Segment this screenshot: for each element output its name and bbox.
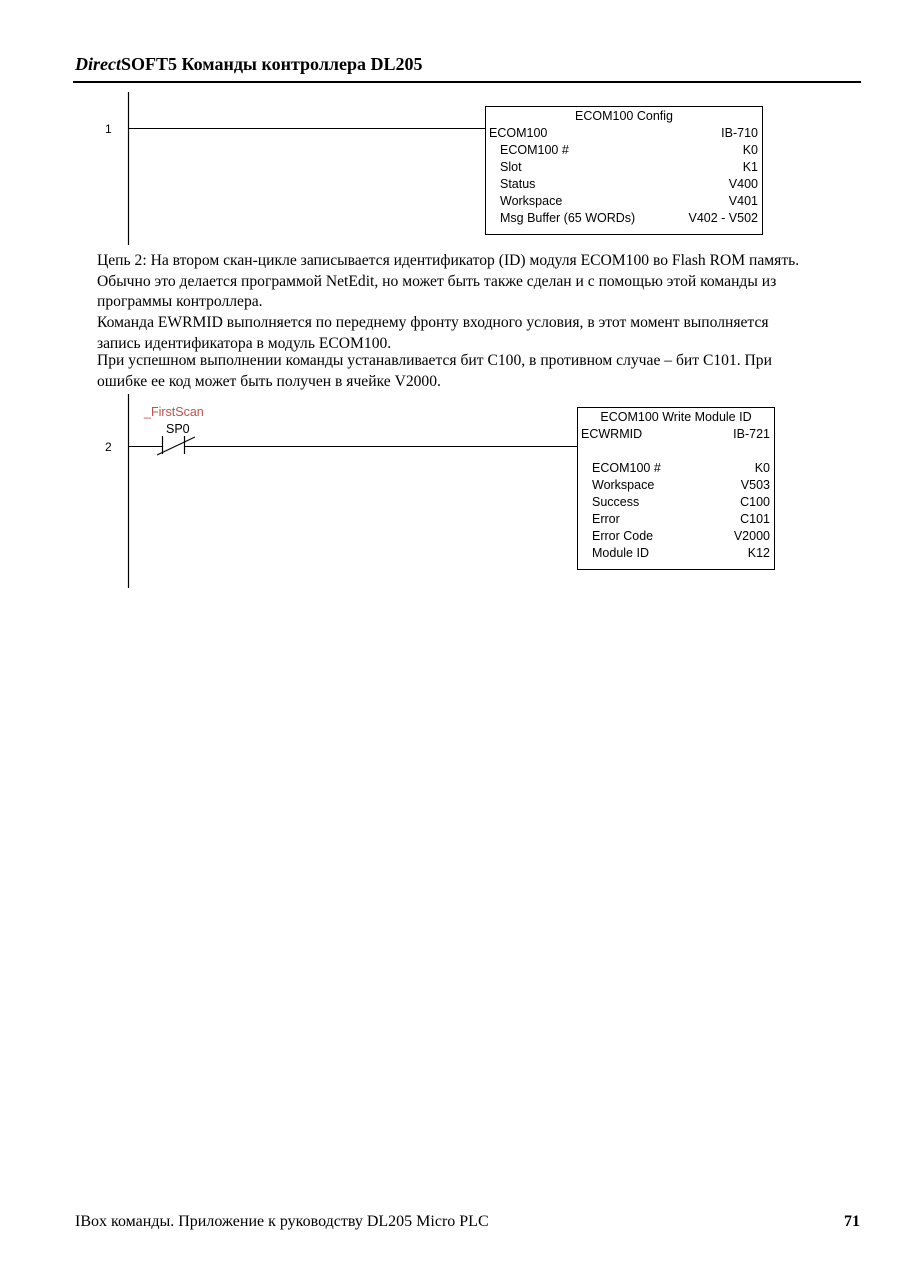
paragraph-line: программы контроллера.: [97, 293, 263, 310]
footer-caption: IBox команды. Приложение к руководству DL205 Micro PLC: [75, 1213, 489, 1230]
rung1-number: 1: [105, 122, 112, 136]
ibox-param-value: C100: [740, 495, 770, 509]
ibox-param-label: ECOM100 #: [500, 143, 569, 157]
paragraph-line: запись идентификатора в модуль ECOM100.: [97, 334, 392, 352]
ibox-param-label: Module ID: [592, 546, 649, 560]
paragraph-line: ошибке ее код может быть получен в ячейке V2000.: [97, 372, 441, 390]
ibox-param-value: V503: [740, 478, 770, 492]
ecom100-config-box-name: ECOM100: [489, 126, 548, 140]
ecom100-write-module-id-box: [578, 408, 775, 570]
ibox-param-value: C101: [740, 512, 770, 526]
paragraph-ewrmid-execution: [97, 313, 857, 354]
ibox-param-value: K0: [742, 143, 758, 157]
paragraph-line: Цепь 2: На втором скан-цикле записывается идентификатор (ID) модуля ECOM100 во Flash ROM память.: [97, 252, 800, 269]
paragraph-line: Обычно это делается программой NetEdit, но может быть также сделан и с помощью этой команды из: [97, 272, 777, 290]
ecom100-config-box: [486, 107, 763, 235]
ibox-param-label: Slot: [500, 160, 522, 174]
ibox-param-value: V400: [728, 177, 758, 191]
write-module-id-box-ib: IB-721: [733, 427, 770, 441]
paragraph-result-bits: [97, 351, 857, 392]
ibox-param-value: V2000: [733, 529, 770, 543]
ibox-param-label: Success: [592, 495, 640, 509]
write-module-id-box-name: ECWRMID: [581, 427, 643, 441]
paragraph-rung2-description: [97, 251, 857, 313]
ecom100-config-box-ib: IB-710: [721, 126, 758, 140]
write-module-id-box-title: ECOM100 Write Module ID: [600, 410, 752, 424]
contact-nickname: _FirstScan: [144, 405, 204, 419]
ecom100-config-box-title: ECOM100 Config: [575, 109, 673, 123]
ladder-rung-2: [0, 392, 900, 592]
page-header-title: [75, 53, 423, 75]
ibox-param-value: V401: [728, 194, 758, 208]
paragraph-line: При успешном выполнении команды устанавливается бит C100, в противном случае – бит C101. При: [97, 352, 772, 369]
rung2-number: 2: [105, 440, 112, 454]
header-title-rest: SOFT5 Команды контроллера DL205: [120, 54, 423, 74]
header-rule: [73, 81, 861, 83]
ibox-param-label: Error Code: [592, 529, 654, 543]
ladder-rung-1: [0, 90, 900, 248]
ibox-param-value: K12: [747, 546, 770, 560]
ibox-param-label: ECOM100 #: [592, 461, 661, 475]
ibox-param-value: K0: [754, 461, 770, 475]
paragraph-line: Команда EWRMID выполняется по переднему фронту входного условия, в этот момент выполняется: [97, 314, 769, 331]
ibox-param-label: Msg Buffer (65 WORDs): [500, 211, 636, 225]
ibox-param-label: Status: [500, 177, 536, 191]
firstscan-contact: [157, 436, 195, 455]
contact-address: SP0: [166, 422, 190, 436]
ibox-param-label: Workspace: [592, 478, 655, 492]
ibox-param-value: K1: [742, 160, 758, 174]
footer-page-number: 71: [844, 1213, 860, 1230]
ibox-param-value: V402 - V502: [688, 211, 758, 225]
ibox-param-label: Error: [592, 512, 620, 526]
ibox-param-label: Workspace: [500, 194, 563, 208]
header-brand-italic: Direct: [75, 54, 121, 74]
